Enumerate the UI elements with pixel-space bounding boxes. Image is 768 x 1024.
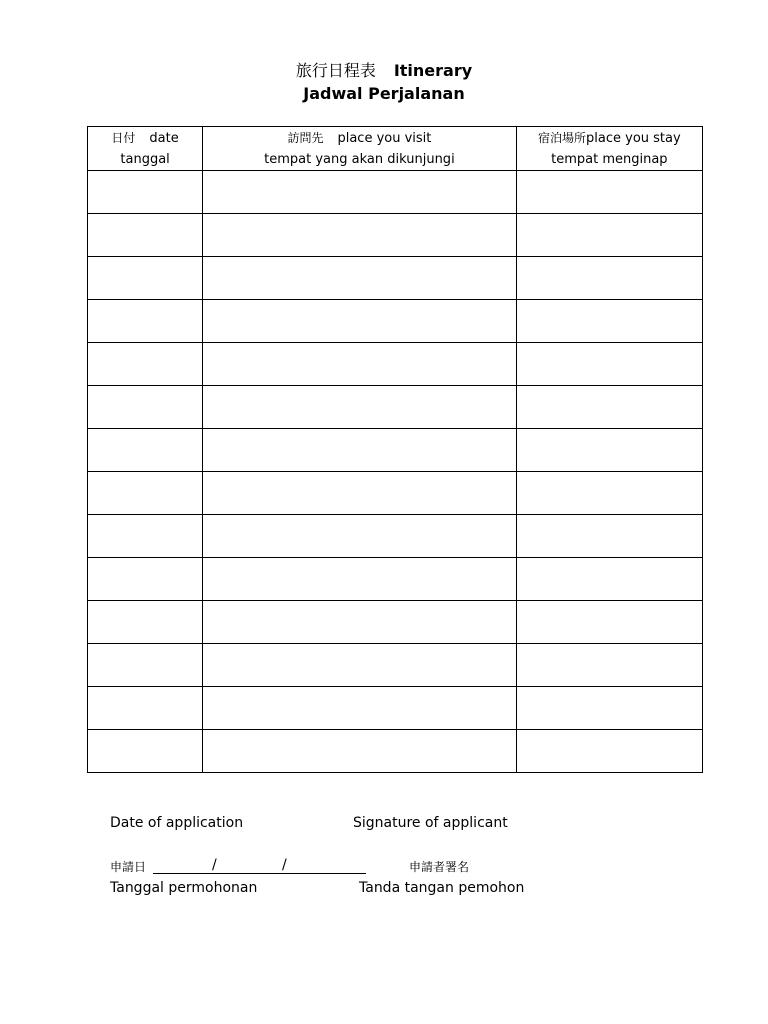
place-stay-cell[interactable]	[516, 343, 702, 386]
place-visit-cell[interactable]	[203, 472, 517, 515]
place-stay-cell[interactable]	[516, 687, 702, 730]
place-stay-cell[interactable]	[516, 515, 702, 558]
date-cell[interactable]	[88, 214, 203, 257]
date-of-application-label: Date of application	[110, 815, 244, 831]
place-stay-cell[interactable]	[516, 558, 702, 601]
place-visit-cell[interactable]	[203, 644, 517, 687]
header-visit-id: tempat yang akan dikunjungi	[264, 151, 455, 167]
place-visit-cell[interactable]	[203, 558, 517, 601]
header-stay-jp: 宿泊場所	[538, 130, 587, 145]
title-indonesian: Jadwal Perjalanan	[303, 84, 465, 103]
date-cell[interactable]	[88, 601, 203, 644]
place-stay-cell[interactable]	[516, 429, 702, 472]
header-place-visit	[203, 127, 517, 171]
place-visit-cell[interactable]	[203, 257, 517, 300]
date-separator-2: /	[282, 857, 287, 873]
header-visit-jp: 訪問先	[287, 130, 324, 145]
date-separator-1: /	[212, 857, 217, 873]
date-cell[interactable]	[88, 687, 203, 730]
place-visit-cell[interactable]	[203, 601, 517, 644]
place-stay-cell[interactable]	[516, 171, 702, 214]
place-visit-cell[interactable]	[203, 515, 517, 558]
place-visit-cell[interactable]	[203, 429, 517, 472]
table-row	[88, 730, 703, 773]
itinerary-body	[88, 171, 703, 773]
date-cell[interactable]	[88, 257, 203, 300]
date-cell[interactable]	[88, 171, 203, 214]
application-date-jp-label: 申請日	[110, 860, 147, 874]
header-date-id: tanggal	[120, 151, 170, 167]
place-visit-cell[interactable]	[203, 300, 517, 343]
applicant-signature-jp-label: 申請者署名	[409, 860, 470, 874]
table-row	[88, 558, 703, 601]
place-stay-cell[interactable]	[516, 472, 702, 515]
place-visit-cell[interactable]	[203, 386, 517, 429]
title-line-1	[0, 59, 768, 83]
place-visit-cell[interactable]	[203, 214, 517, 257]
place-stay-cell[interactable]	[516, 730, 702, 773]
table-header-row	[88, 127, 703, 171]
place-visit-cell[interactable]	[203, 687, 517, 730]
table-row	[88, 343, 703, 386]
document-title	[0, 59, 768, 105]
place-visit-cell[interactable]	[203, 171, 517, 214]
place-stay-cell[interactable]	[516, 214, 702, 257]
header-stay-en: place you stay	[586, 130, 681, 146]
place-stay-cell[interactable]	[516, 300, 702, 343]
place-stay-cell[interactable]	[516, 601, 702, 644]
date-cell[interactable]	[88, 300, 203, 343]
place-stay-cell[interactable]	[516, 386, 702, 429]
header-visit-en: place you visit	[337, 130, 432, 146]
place-visit-cell[interactable]	[203, 343, 517, 386]
place-stay-cell[interactable]	[516, 644, 702, 687]
header-date-jp: 日付	[111, 130, 136, 145]
date-cell[interactable]	[88, 429, 203, 472]
date-cell[interactable]	[88, 343, 203, 386]
signature-of-applicant-label: Signature of applicant	[353, 815, 508, 831]
table-row	[88, 257, 703, 300]
table-row	[88, 601, 703, 644]
header-stay-id: tempat menginap	[551, 151, 668, 167]
date-cell[interactable]	[88, 730, 203, 773]
table-row	[88, 472, 703, 515]
itinerary-table	[87, 126, 703, 773]
table-row	[88, 515, 703, 558]
table-row	[88, 429, 703, 472]
date-cell[interactable]	[88, 472, 203, 515]
application-date-line[interactable]	[153, 873, 366, 874]
table-row	[88, 300, 703, 343]
table-row	[88, 386, 703, 429]
header-place-stay	[516, 127, 702, 171]
header-date-en: date	[149, 130, 179, 146]
table-row	[88, 687, 703, 730]
place-stay-cell[interactable]	[516, 257, 702, 300]
table-row	[88, 644, 703, 687]
table-row	[88, 171, 703, 214]
date-cell[interactable]	[88, 515, 203, 558]
application-date-id-label: Tanggal permohonan	[110, 880, 258, 896]
header-date	[88, 127, 203, 171]
date-cell[interactable]	[88, 558, 203, 601]
date-cell[interactable]	[88, 644, 203, 687]
place-visit-cell[interactable]	[203, 730, 517, 773]
applicant-signature-id-label: Tanda tangan pemohon	[359, 880, 525, 896]
table-row	[88, 214, 703, 257]
title-english: Itinerary	[393, 61, 473, 80]
date-cell[interactable]	[88, 386, 203, 429]
title-japanese: 旅行日程表	[295, 61, 376, 80]
